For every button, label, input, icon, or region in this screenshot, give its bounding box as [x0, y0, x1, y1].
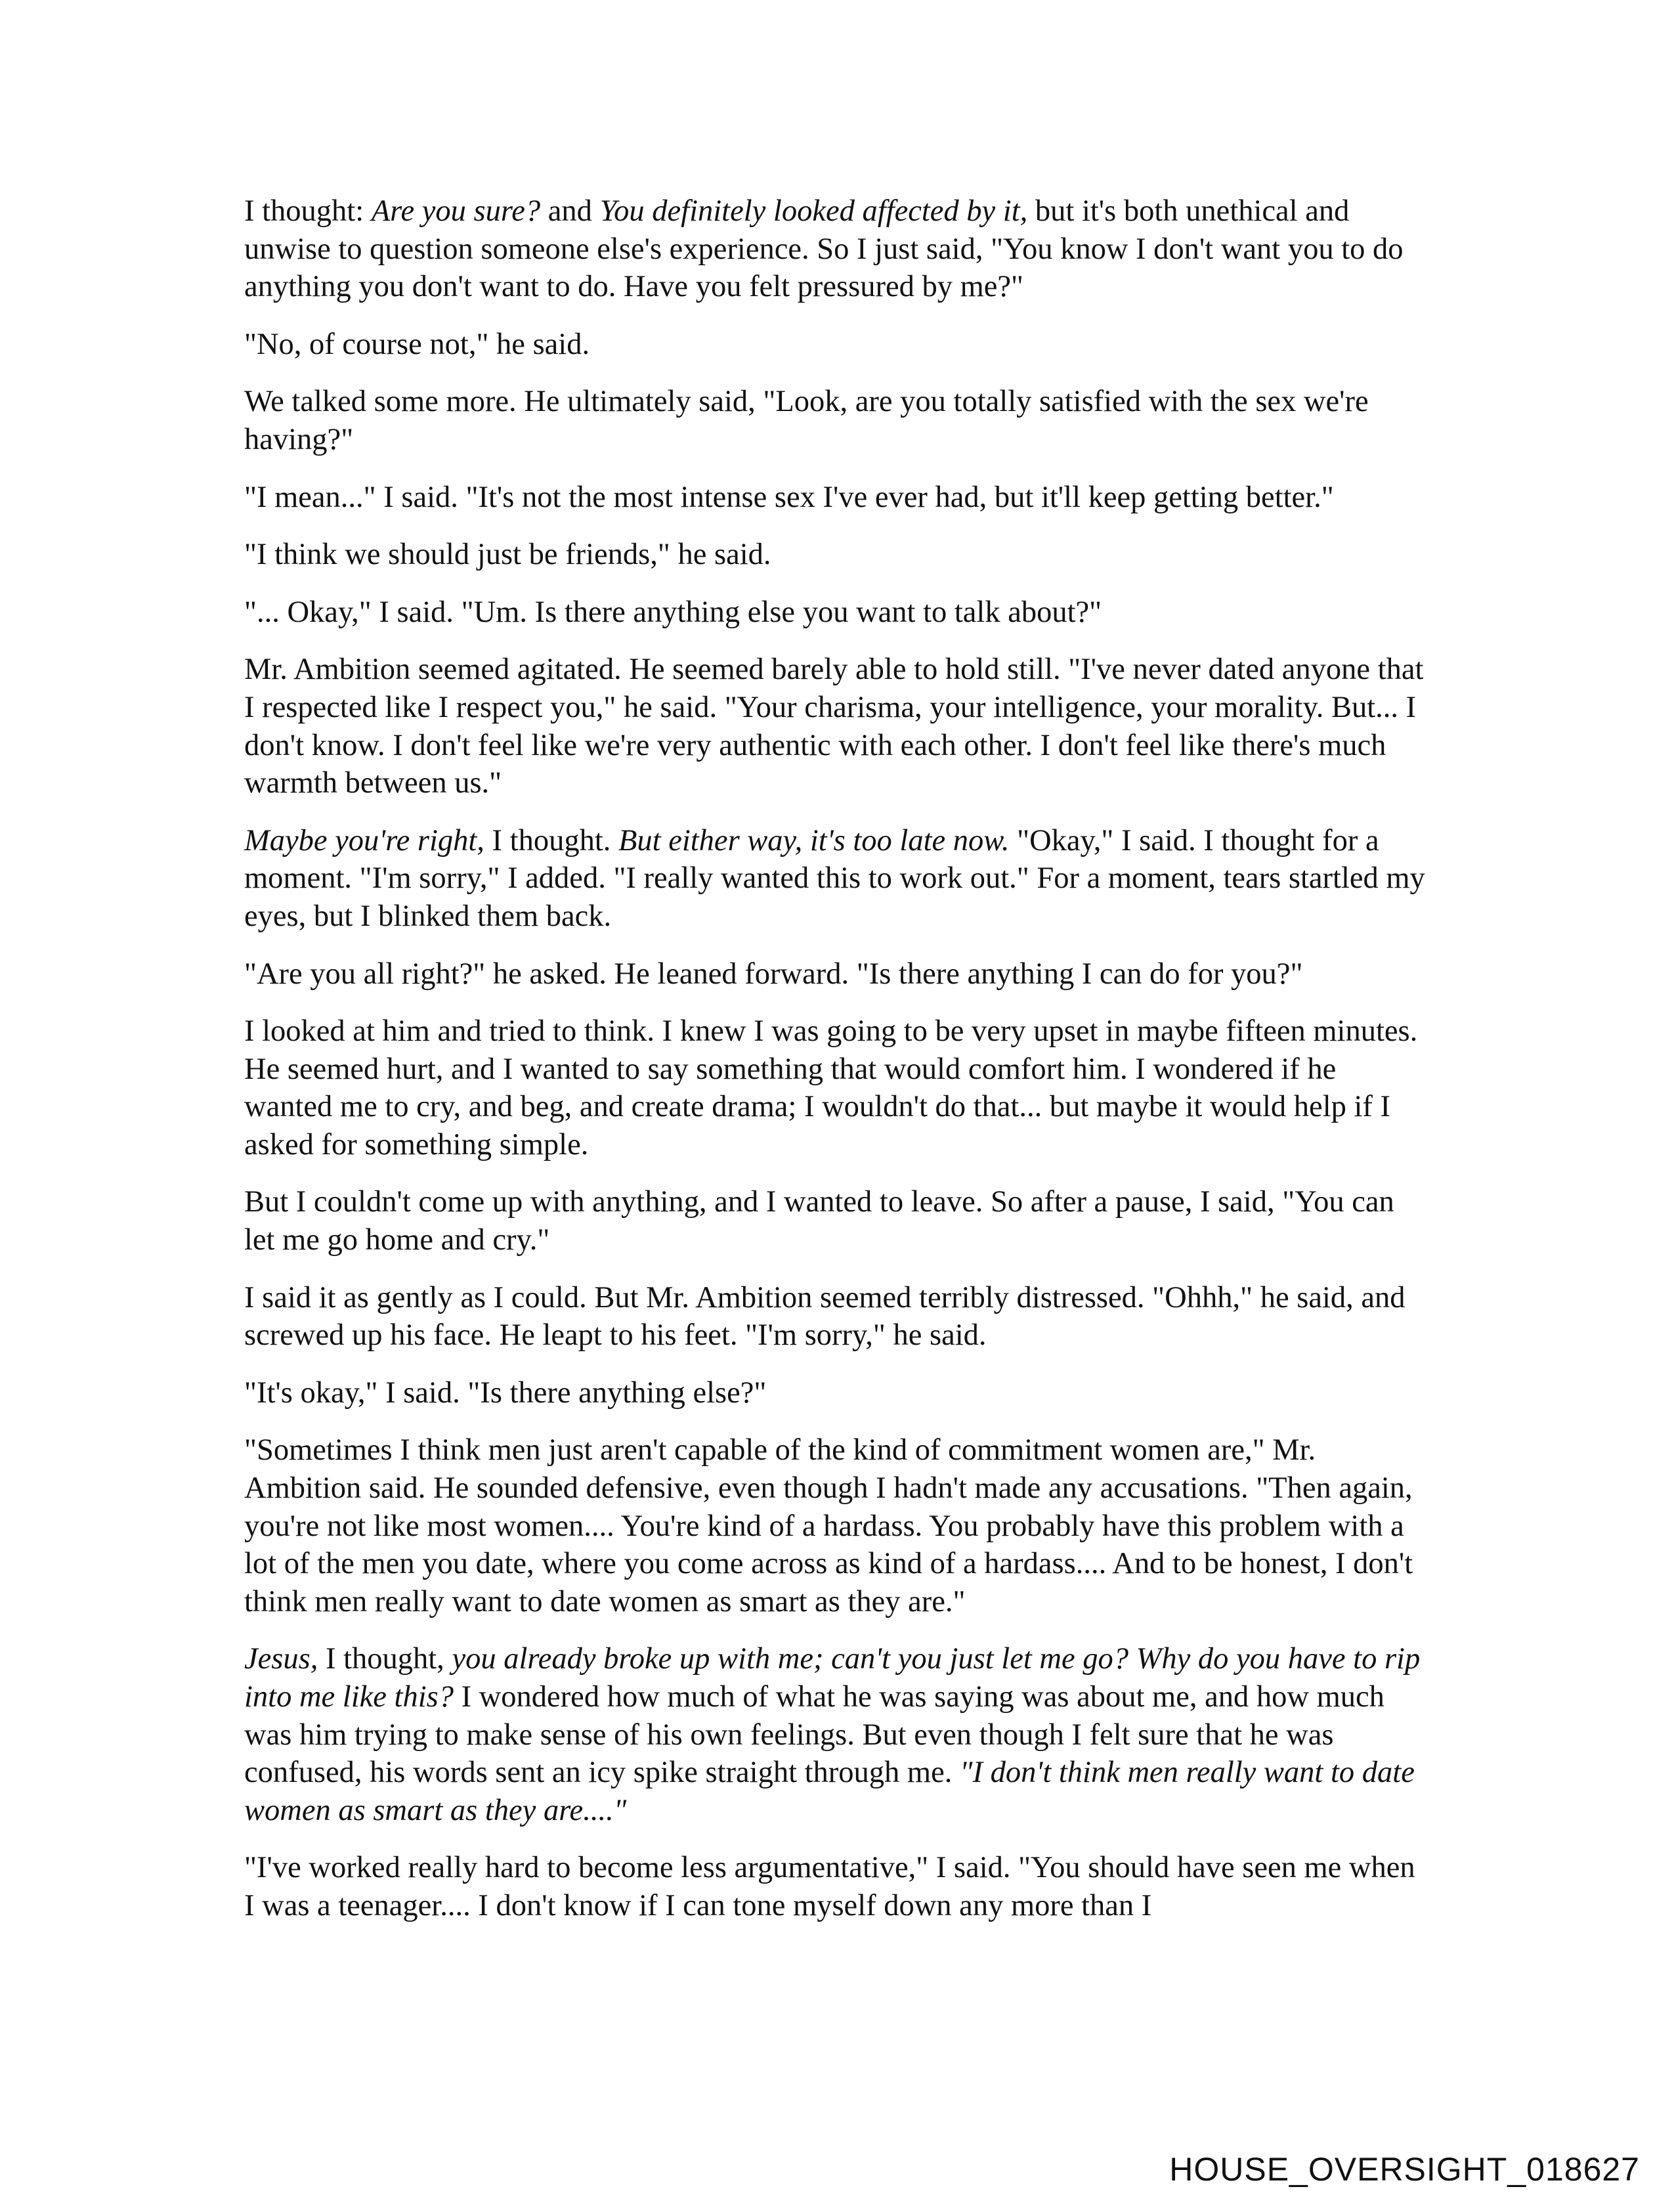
text-run: and [540, 194, 600, 228]
text-run: "I've worked really hard to become less argumentative," I said. "You should have seen me when I was a teenager.... I don't know if I can tone myself down any more than I [244, 1851, 1415, 1922]
text-run: "... Okay," I said. "Um. Is there anything else you want to talk about?" [244, 595, 1102, 629]
italic-text-run: "I don't think men really want to date women as smart as they are...." [244, 1756, 1415, 1827]
italic-text-run: Maybe you're right, [244, 823, 484, 857]
paragraph [244, 192, 1426, 306]
paragraph [244, 651, 1426, 802]
text-run: "I mean..." I said. "It's not the most intense sex I've ever had, but it'll keep getting better." [244, 480, 1334, 514]
text-run: "Sometimes I think men just aren't capable of the kind of commitment women are," Mr. Ambition said. He sounded defensive, even though I hadn't made any accusations. "Then again, you're not like most women.... You're kind of a hardass. You probably have this problem with a lot of the men you date, where you come across as kind of a hardass.... And to be honest, I don't think men really want to date women as smart as they are." [244, 1433, 1413, 1618]
document-id-stamp: HOUSE_OVERSIGHT_018627 [1169, 2151, 1640, 2188]
paragraph [244, 1849, 1426, 1924]
text-run: "It's okay," I said. "Is there anything else?" [244, 1376, 767, 1410]
text-run: "No, of course not," he said. [244, 327, 590, 361]
text-run: but it's both unethical and unwise to question someone else's experience. So I just said, "You know I don't want you to do anything you don't want to do. Have you felt pressured by me?" [244, 194, 1404, 304]
paragraph [244, 536, 1426, 574]
paragraph [244, 1012, 1426, 1163]
text-run: But I couldn't come up with anything, and I wanted to leave. So after a pause, I said, "You can let me go home and cry." [244, 1185, 1394, 1257]
italic-text-run: You definitely looked affected by it, [599, 194, 1028, 228]
paragraph [244, 1374, 1426, 1412]
text-run: Mr. Ambition seemed agitated. He seemed barely able to hold still. "I've never dated anyone that I respected like I respect you," he said. "Your charisma, your intelligence, your morality. But... I don't know. I don't feel like we're very authentic with each other. I don't feel like there's much warmth between us." [244, 653, 1424, 800]
italic-text-run: Are you sure? [371, 194, 541, 228]
paragraph [244, 1640, 1426, 1829]
text-run: "Okay," I said. I thought for a moment. "I'm sorry," I added. "I really wanted this to work out." For a moment, tears startled my eyes, but I blinked them back. [244, 823, 1425, 933]
paragraph [244, 1431, 1426, 1620]
text-run: We talked some more. He ultimately said, "Look, are you totally satisfied with the sex we're having?" [244, 385, 1369, 456]
text-run: I thought. [484, 823, 618, 857]
text-run: "I think we should just be friends," he said. [244, 538, 771, 572]
text-run: I thought: [244, 194, 372, 228]
italic-text-run: But either way, it's too late now. [618, 823, 1010, 857]
paragraph [244, 383, 1426, 458]
paragraph [244, 594, 1426, 632]
paragraph [244, 1183, 1426, 1259]
text-run: I thought, [318, 1642, 452, 1676]
italic-text-run: Jesus, [244, 1642, 318, 1676]
paragraph [244, 1279, 1426, 1355]
paragraph [244, 479, 1426, 517]
text-run: I wondered how much of what he was saying was about me, and how much was him trying to make sense of his own feelings. But even though I felt sure that he was confused, his words sent an icy spike straight through me. [244, 1680, 1384, 1790]
paragraph [244, 955, 1426, 993]
text-run: I looked at him and tried to think. I knew I was going to be very upset in maybe fifteen minutes. He seemed hurt, and I wanted to say something that would comfort him. I wondered if he wanted me to cry, and beg, and create drama; I wouldn't do that... but maybe it would help if I asked for something simple. [244, 1014, 1418, 1161]
italic-text-run: you already broke up with me; can't you just let me go? Why do you have to rip into me like this? [244, 1642, 1421, 1714]
paragraph [244, 822, 1426, 936]
body-text [244, 192, 1426, 1945]
text-run: "Are you all right?" he asked. He leaned forward. "Is there anything I can do for you?" [244, 957, 1303, 991]
paragraph [244, 326, 1426, 364]
text-run: I said it as gently as I could. But Mr. Ambition seemed terribly distressed. "Ohhh," he said, and screwed up his face. He leapt to his feet. "I'm sorry," he said. [244, 1280, 1406, 1353]
